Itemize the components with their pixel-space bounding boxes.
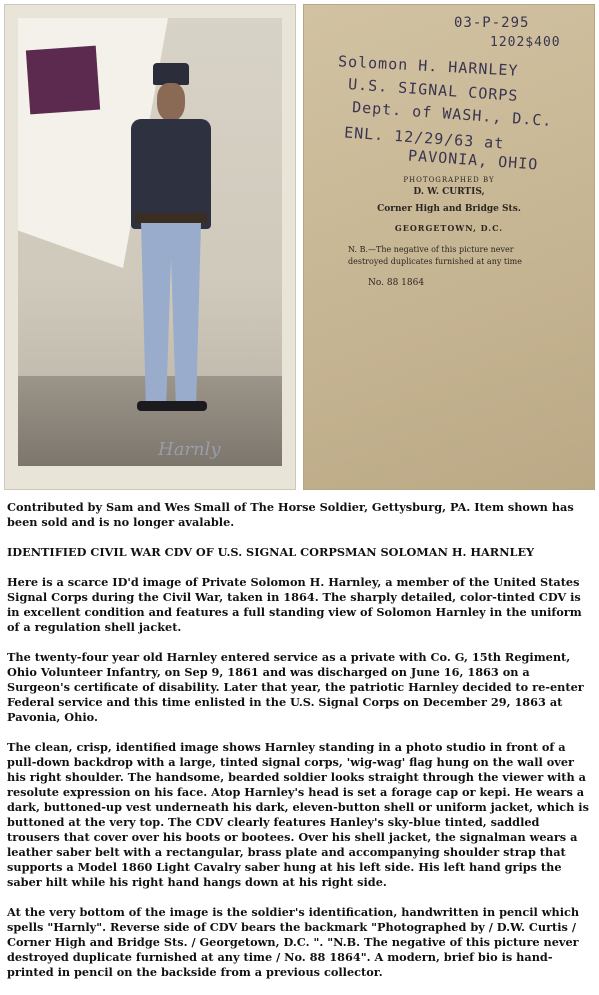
handwritten-price-code: 1202$400: [490, 35, 561, 50]
article-paragraph: Here is a scarce ID'd image of Private Solomon H. Harnley, a member of the United States Signal Corps during the Civil War, taken in 1864. The sharply detailed, color-tinted CDV is in excellent condition and features a full standing view of Solomon Harnley in the uniform of a regulation shell jacket.: [7, 575, 582, 634]
handwritten-dept: Dept. of WASH., D.C.: [351, 98, 554, 130]
pencil-signature: Harnly: [158, 439, 221, 460]
backmark-line: N. B.—The negative of this picture never: [348, 245, 514, 254]
article-paragraph: The clean, crisp, identified image shows Harnley standing in a photo studio in front of a pull-down backdrop with a large, tinted signal corps, 'wig-wag' flag hung on the wall over his right shoulder. The handsome, bearded soldier looks straight through the viewer with a resolute expression on his face. Atop Harnley's head is set a forage cap or kepi. He wears a dark, buttoned-up vest underneath his dark, eleven-button shell or uniform jacket, which is buttoned at the very top. The CDV clearly features Hanley's sky-blue tinted, saddled trousers that cover over his boots or bootees. Over his shell jacket, the signalman wears a leather saber belt with a rectangular, brass plate and accompanying shoulder strap that supports a Model 1860 Light Cavalry saber hung at his left side. His left hand grips the saber hilt while his right hand hangs down at his right side.: [7, 740, 589, 889]
backmark-number: No. 88 1864: [368, 278, 425, 288]
handwritten-place: PAVONIA, OHIO: [407, 146, 539, 174]
backmark-line: PHOTOGRAPHED BY: [403, 176, 495, 184]
saber-belt: [135, 213, 207, 223]
handwritten-unit: U.S. SIGNAL CORPS: [347, 75, 519, 105]
photo-strip: [0, 0, 599, 494]
cdv-front-photo: [4, 4, 296, 490]
handwritten-name: Solomon H. HARNLEY: [337, 52, 519, 80]
article-text: [7, 500, 595, 995]
soldier-figure: [113, 63, 233, 423]
sky-blue-trousers: [141, 223, 201, 403]
article-headline: IDENTIFIED CIVIL WAR CDV OF U.S. SIGNAL CORPSMAN SOLOMAN H. HARNLEY: [7, 545, 535, 559]
soldier-head: [157, 83, 185, 121]
handwritten-enlistment: ENL. 12/29/63 at: [343, 123, 505, 153]
portrait-print: [18, 18, 282, 466]
backmark-line: destroyed duplicates furnished at any time: [348, 257, 523, 266]
backmark-line: D. W. CURTIS,: [413, 187, 485, 197]
backmark-line: Corner High and Bridge Sts.: [377, 204, 521, 214]
cdv-back-photo: [303, 4, 595, 490]
credit-line: Contributed by Sam and Wes Small of The Horse Soldier, Gettysburg, PA. Item shown has been sold and is no longer avalable.: [7, 500, 574, 529]
forage-cap: [153, 63, 189, 85]
boots: [137, 401, 207, 411]
article-paragraph: The twenty-four year old Harnley entered service as a private with Co. G, 15th Regiment, Ohio Volunteer Infantry, on Sep 9, 1861 and was discharged on June 16, 1863 on a Surgeon's certificate of disability. Later that year, the patriotic Harnley decided to re-enter Federal service and this time enlisted in the U.S. Signal Corps on December 29, 1863 at Pavonia, Ohio.: [7, 650, 584, 724]
backmark-line: GEORGETOWN, D.C.: [394, 223, 504, 233]
article-paragraph: At the very bottom of the image is the soldier's identification, handwritten in pencil which spells "Harnly". Reverse side of CDV bears the backmark "Photographed by / D.W. Curtis / Corner High and Bridge Sts. / Georgetown, D.C. ". "N.B. The negative of this picture never destroyed duplicate furnished at any time / No. 88 1864". A modern, brief bio is hand-printed in pencil on the backside from a previous collector.: [7, 905, 580, 979]
handwritten-catalog-number: 03-P-295: [454, 15, 530, 31]
signal-flag: [26, 46, 100, 115]
